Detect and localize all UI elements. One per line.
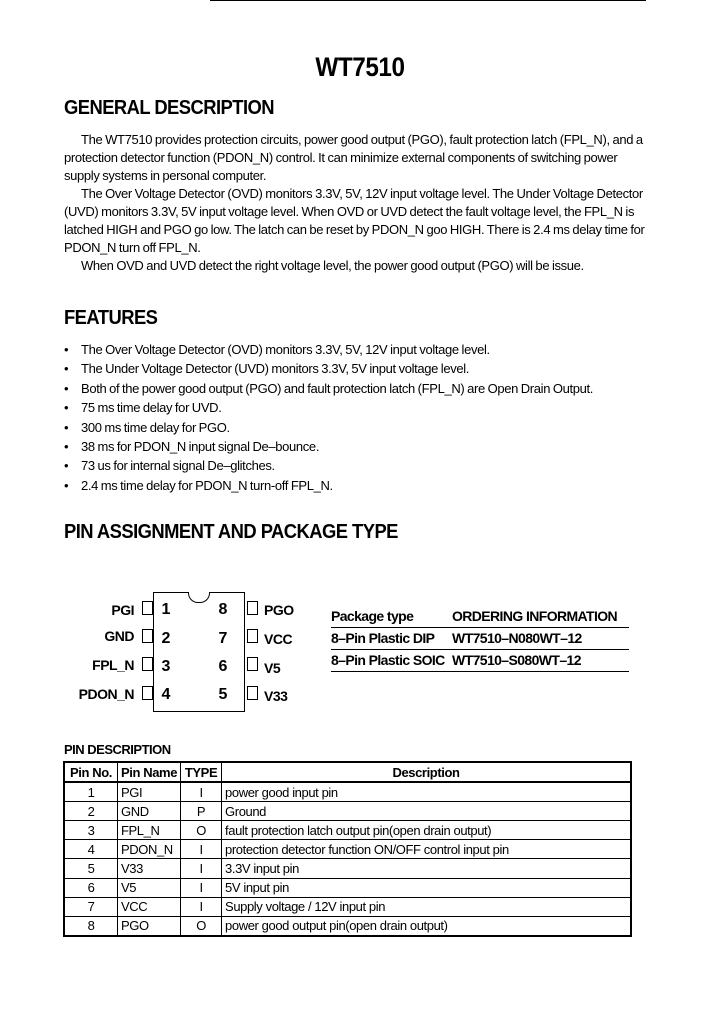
table-row [64, 821, 631, 840]
col-type: TYPE [181, 762, 222, 782]
pin-label-left: PDON_N [78, 686, 134, 702]
cell-description: 5V input pin [222, 878, 631, 897]
table-header-row [64, 762, 631, 782]
pin-pad [247, 601, 258, 615]
pin-number: 5 [218, 686, 228, 703]
feature-text: 300 ms time delay for PGO. [81, 419, 230, 435]
bullet-icon: • [64, 439, 69, 455]
bullet-icon: • [64, 342, 69, 357]
feature-item [64, 456, 593, 475]
ordering-row [331, 628, 629, 650]
feature-item [64, 418, 593, 437]
top-rule [210, 0, 646, 1]
feature-item [64, 340, 593, 359]
cell-description: fault protection latch output pin(open drain output) [222, 821, 631, 840]
page-title: WT7510 [315, 52, 405, 82]
general-paragraph: The Over Voltage Detector (OVD) monitors 3.3V, 5V, 12V input voltage level. The Under Voltage Detector (UVD) monitors 3.3V, 5V input voltage level. When OVD or UVD detect the fault voltage level, the FPL_N is latched HIGH and PGO go low. The latch can be reset by PDON_N goo HIGH. There is 2.4 ms delay time for PDON_N turn off FPL_N. [64, 186, 645, 255]
feature-text: 38 ms for PDON_N input signal De–bounce. [81, 439, 320, 455]
feature-item [64, 437, 593, 456]
cell-pin-no: 5 [64, 859, 118, 878]
table-row [64, 802, 631, 821]
col-description: Description [222, 762, 631, 782]
pin-pad [142, 686, 153, 700]
pin-label-right: PGO [264, 602, 294, 618]
cell-pin-no: 8 [64, 916, 118, 936]
pin-label-left: GND [104, 628, 134, 644]
cell-pin-name: PGI [118, 782, 181, 802]
col-pin-no: Pin No. [64, 762, 118, 782]
features-heading: FEATURES [64, 307, 158, 329]
bullet-icon: • [64, 477, 69, 493]
ordering-header-row [331, 606, 629, 628]
cell-pin-name: V5 [118, 878, 181, 897]
features-list [64, 340, 593, 495]
cell-pin-no: 3 [64, 821, 118, 840]
pin-label-right: V5 [264, 660, 281, 676]
ordering-col-info: ORDERING INFORMATION [452, 608, 618, 624]
pin-pad [142, 601, 153, 615]
pin-assignment-heading: PIN ASSIGNMENT AND PACKAGE TYPE [64, 521, 398, 543]
cell-pin-no: 1 [64, 782, 118, 802]
table-row [64, 878, 631, 897]
feature-text: 75 ms time delay for UVD. [81, 400, 222, 416]
cell-pin-name: V33 [118, 859, 181, 878]
ordering-code: WT7510–S080WT–12 [452, 652, 581, 668]
table-row [64, 782, 631, 802]
feature-item [64, 398, 593, 417]
cell-pin-name: PGO [118, 916, 181, 936]
feature-item [64, 476, 593, 495]
pin-number: 3 [161, 658, 171, 675]
table-row [64, 859, 631, 878]
bullet-icon: • [64, 458, 69, 474]
pin-pad [247, 629, 258, 643]
feature-text: 2.4 ms time delay for PDON_N turn-off FPL_N. [81, 477, 333, 493]
cell-type: I [181, 782, 222, 802]
pin-label-right: VCC [264, 631, 293, 647]
pin-number: 4 [161, 686, 171, 703]
general-description-heading: GENERAL DESCRIPTION [64, 97, 275, 119]
bullet-icon: • [64, 380, 69, 396]
cell-description: protection detector function ON/OFF control input pin [222, 840, 631, 859]
pin-label-left: FPL_N [92, 657, 134, 673]
cell-pin-no: 7 [64, 897, 118, 916]
pin-number: 7 [218, 630, 228, 647]
general-description-body [64, 131, 654, 275]
feature-text: The Under Voltage Detector (UVD) monitors 3.3V, 5V input voltage level. [81, 361, 470, 377]
ordering-col-package: Package type [331, 608, 414, 624]
table-row [64, 840, 631, 859]
cell-pin-name: VCC [118, 897, 181, 916]
cell-pin-name: FPL_N [118, 821, 181, 840]
cell-type: P [181, 802, 222, 821]
table-row [64, 897, 631, 916]
pin-number: 6 [218, 658, 228, 675]
cell-pin-name: GND [118, 802, 181, 821]
cell-pin-name: PDON_N [118, 840, 181, 859]
cell-type: O [181, 821, 222, 840]
pin-pad [142, 629, 153, 643]
cell-type: O [181, 916, 222, 936]
general-paragraph: When OVD and UVD detect the right voltage level, the power good output (PGO) will be issue. [81, 258, 584, 273]
cell-type: I [181, 859, 222, 878]
pin-pad [142, 657, 153, 671]
pin-number: 8 [218, 601, 228, 618]
cell-description: Supply voltage / 12V input pin [222, 897, 631, 916]
pin-label-left: PGI [111, 602, 134, 618]
ordering-table [331, 606, 629, 672]
pin-description-heading: PIN DESCRIPTION [64, 742, 171, 757]
general-paragraph: The WT7510 provides protection circuits, power good output (PGO), fault protection latch (FPL_N), and a protection detector function (PDON_N) control. It can minimize external components of switching power supply systems in personal computer. [64, 132, 643, 183]
bullet-icon: • [64, 361, 69, 377]
cell-description: power good input pin [222, 782, 631, 802]
cell-pin-no: 4 [64, 840, 118, 859]
cell-type: I [181, 897, 222, 916]
feature-text: The Over Voltage Detector (OVD) monitors 3.3V, 5V, 12V input voltage level. [81, 342, 490, 357]
cell-pin-no: 2 [64, 802, 118, 821]
cell-description: 3.3V input pin [222, 859, 631, 878]
feature-text: Both of the power good output (PGO) and fault protection latch (FPL_N) are Open Drain Output. [81, 380, 594, 396]
pin-number: 2 [161, 630, 171, 647]
ordering-package: 8–Pin Plastic SOIC [331, 652, 445, 668]
feature-item [64, 379, 593, 398]
table-row [64, 916, 631, 936]
ordering-code: WT7510–N080WT–12 [452, 630, 582, 646]
pin-pad [247, 657, 258, 671]
cell-type: I [181, 878, 222, 897]
bullet-icon: • [64, 419, 69, 435]
ordering-package: 8–Pin Plastic DIP [331, 630, 435, 646]
pin-description-table [63, 761, 632, 937]
cell-description: Ground [222, 802, 631, 821]
pin-pad [247, 686, 258, 700]
cell-description: power good output pin(open drain output) [222, 916, 631, 936]
col-pin-name: Pin Name [118, 762, 181, 782]
feature-item [64, 359, 593, 378]
feature-text: 73 us for internal signal De–glitches. [81, 458, 275, 474]
pin-number: 1 [161, 601, 171, 618]
pin-label-right: V33 [264, 688, 288, 704]
ordering-row [331, 650, 629, 672]
cell-type: I [181, 840, 222, 859]
bullet-icon: • [64, 400, 69, 416]
cell-pin-no: 6 [64, 878, 118, 897]
